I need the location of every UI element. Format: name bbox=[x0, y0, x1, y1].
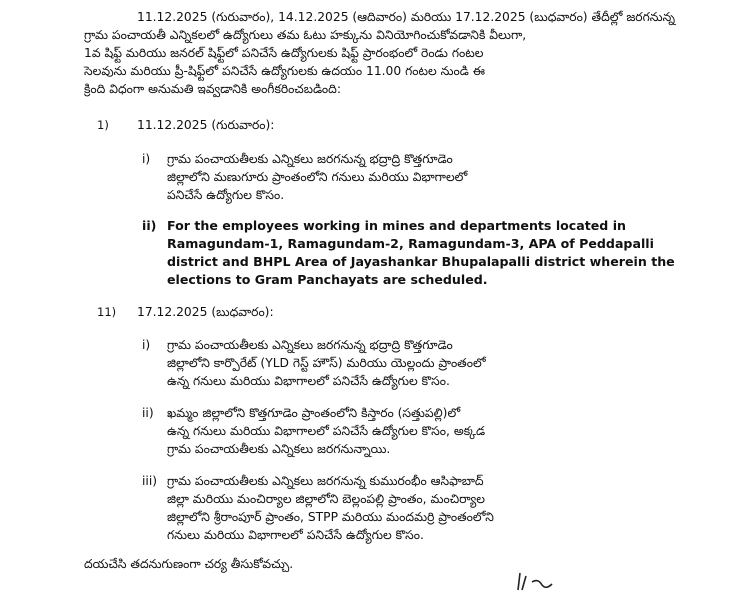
section-2-item-ii-line-3: గ్రామ పంచాయతీలకు ఎన్నికలు జరగనున్నాయి. bbox=[167, 442, 391, 456]
section-1-item-ii-line-4: elections to Gram Panchayats are scheduled. bbox=[167, 272, 488, 287]
section-2-item-ii-marker: ii) bbox=[142, 406, 154, 420]
section-2-item-ii-line-2: ఉన్న గనులు మరియు విభాగాలలో పనిచేసే ఉద్యోగుల కొసం, అక్కడ bbox=[167, 424, 486, 438]
section-1-item-ii-marker: ii) bbox=[142, 218, 157, 233]
closing-text: దయచేసి తదనుగుణంగా చర్య తీసుకోవచ్చు. bbox=[84, 557, 294, 571]
intro-line-4: సెలవును మరియు ప్రీ-షిఫ్ట్‌లో పనిచేసే ఉద్యోగులకు ఉదయం 11.00 గంటల నుండి ఈ bbox=[84, 64, 485, 78]
intro-line-5: క్రింది విధంగా అనుమతి ఇవ్వడానికి అంగీకరించబడింది: bbox=[84, 82, 341, 96]
section-2-item-i-line-3: ఉన్న గనులు మరియు విభాగాలలో పనిచేసే ఉద్యోగుల కొసం. bbox=[167, 374, 450, 388]
section-2-item-i-line-1: గ్రామ పంచాయతీలకు ఎన్నికలు జరగనున్న భద్రాద్రి కొత్తగూడెం bbox=[167, 338, 453, 352]
section-2-item-iii-marker: iii) bbox=[142, 474, 158, 488]
section-1-number: 1) bbox=[97, 118, 109, 132]
section-1-item-ii-line-3: district and BHPL Area of Jayashankar Bhupalapalli district wherein the bbox=[167, 254, 675, 269]
section-2-number: 11) bbox=[97, 305, 117, 319]
intro-line-3: 1వ షిఫ్ట్ మరియు జనరల్ షిఫ్ట్‌లో పనిచేసే ఉద్యోగులకు షిఫ్ట్ ప్రారంభంలో రెండు గంటల bbox=[84, 46, 484, 60]
section-1-item-i-line-3: పనిచేసే ఉద్యోగుల కొసం. bbox=[167, 188, 285, 202]
intro-line-1: 11.12.2025 (గురువారం), 14.12.2025 (ఆదివారం) మరియు 17.12.2025 (బుధవారం) తేదీల్లో జరగనున్న bbox=[137, 10, 675, 24]
section-2-item-iii-line-2: జిల్లా మరియు మంచిర్యాల జిల్లాలోని బెల్లంపల్లి ప్రాంతం, మంచిర్యాల bbox=[167, 492, 486, 506]
section-2-item-iii-line-4: గనులు మరియు విభాగాలలో పనిచేసే ఉద్యోగుల కొసం. bbox=[167, 528, 424, 542]
section-2-item-i-marker: i) bbox=[142, 338, 151, 352]
section-1-item-ii-line-1: For the employees working in mines and departments located in bbox=[167, 218, 626, 233]
section-1-item-i-marker: i) bbox=[142, 152, 151, 166]
section-2-item-i-line-2: జిల్లాలోని కార్పొరేట్ (YLD గెస్ట్ హౌస్) మరియు యెల్లందు ప్రాంతంలో bbox=[167, 356, 486, 370]
section-1-item-i-line-2: జిల్లాలోని మణుగూరు ప్రాంతంలోని గనులు మరియు విభాగాలలో bbox=[167, 170, 468, 184]
section-1-item-ii-line-2: Ramagundam-1, Ramagundam-2, Ramagundam-3, APA of Peddapalli bbox=[167, 236, 654, 251]
section-1-heading: 11.12.2025 (గురువారం): bbox=[137, 118, 275, 132]
intro-line-2: గ్రామ పంచాయతీ ఎన్నికలలో ఉద్యోగులు తమ ఓటు హక్కును వినియోగించుకోవడానికి వీలుగా, bbox=[84, 28, 527, 42]
signature-mark bbox=[512, 570, 582, 591]
section-2-item-iii-line-3: జిల్లాలోని శ్రీరాంపూర్ ప్రాంతం, STPP మరియు మందమర్రి ప్రాంతంలోని bbox=[167, 510, 494, 524]
section-2-item-iii-line-1: గ్రామ పంచాయతీలకు ఎన్నికలు జరగనున్న కుమురంభీం ఆసిఫాబాద్ bbox=[167, 474, 484, 488]
section-1-item-i-line-1: గ్రామ పంచాయతీలకు ఎన్నికలు జరగనున్న భద్రాద్రి కొత్తగూడెం bbox=[167, 152, 453, 166]
section-2-item-ii-line-1: ఖమ్మం జిల్లాలోని కొత్తగూడెం ప్రాంతంలోని కిస్తారం (సత్తుపల్లి)లో bbox=[167, 406, 461, 420]
section-2-heading: 17.12.2025 (బుధవారం): bbox=[137, 305, 274, 319]
